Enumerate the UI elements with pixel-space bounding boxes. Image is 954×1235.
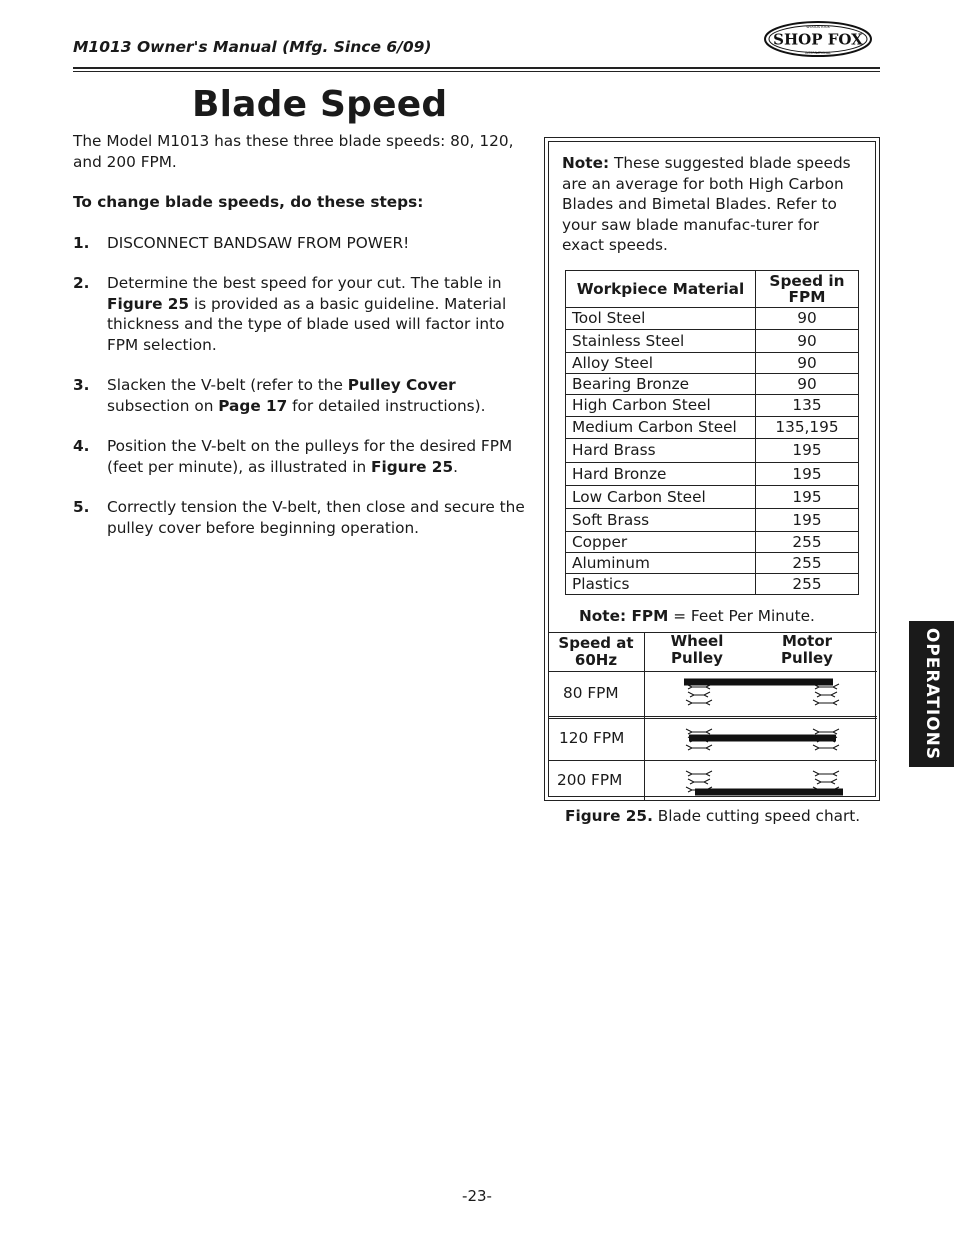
speed-cell: 90	[756, 374, 859, 395]
step-number: 2.	[73, 274, 90, 292]
table-row	[566, 395, 859, 417]
step-item	[73, 273, 528, 355]
material-cell: Copper	[566, 532, 756, 553]
step-text-part: is provided as a basic guideline. Material thickness and the type of blade used will factor into FPM selection.	[107, 294, 507, 354]
material-cell: Medium Carbon Steel	[566, 417, 756, 439]
figure-note-label: Note:	[562, 154, 610, 172]
speed-cell: 90	[756, 353, 859, 374]
step-text-bold: Figure 25	[371, 457, 454, 476]
speed-cell: 135,195	[756, 417, 859, 439]
speed-cell: 255	[756, 532, 859, 553]
pulley-speed-label: 80 FPM	[563, 683, 619, 702]
pulley-row-divider	[549, 716, 877, 717]
v-belt	[695, 788, 843, 795]
step-number: 1.	[73, 233, 90, 252]
speed-cell: 195	[756, 463, 859, 486]
pulley-header-motor: Motor Pulley	[781, 632, 833, 667]
table-row	[566, 532, 859, 553]
table-row	[566, 439, 859, 463]
table-row	[566, 574, 859, 595]
speed-cell: 195	[756, 439, 859, 463]
instructions-column	[73, 131, 528, 558]
figure-note-text: These suggested blade speeds are an average for both High Carbon Blades and Bimetal Blades. Refer to your saw blade manufac-turer for exact speeds.	[562, 154, 851, 254]
step-text-part: Position the V-belt on the pulleys for the desired FPM (feet per minute), as illustrated in	[107, 437, 513, 476]
step-text-part: subsection on	[107, 396, 219, 415]
step-text	[107, 497, 528, 538]
intro-paragraph: The Model M1013 has these three blade speeds: 80, 120, and 200 FPM.	[73, 132, 514, 171]
table-row	[566, 330, 859, 353]
step-text	[107, 375, 528, 416]
table-row	[566, 308, 859, 330]
table-row	[566, 353, 859, 374]
material-cell: Hard Bronze	[566, 463, 756, 486]
material-cell: Plastics	[566, 574, 756, 595]
material-cell: Aluminum	[566, 553, 756, 574]
step-item	[73, 436, 528, 477]
pulley-row-divider	[549, 760, 877, 761]
speed-cell: 255	[756, 553, 859, 574]
pulley-speed-label: 200 FPM	[557, 770, 623, 789]
step-text-bold: Figure 25	[107, 294, 190, 313]
pulley-row-divider	[549, 671, 877, 672]
pulley-groove	[688, 692, 710, 697]
material-cell: Soft Brass	[566, 509, 756, 532]
step-text	[107, 233, 528, 254]
speed-cell: 255	[756, 574, 859, 595]
header-rule-thin	[73, 71, 880, 72]
figure-caption-label: Figure 25.	[565, 807, 653, 825]
pulley-groove	[686, 771, 712, 776]
speed-cell: 195	[756, 486, 859, 509]
pulley-groove	[686, 700, 712, 705]
material-cell: High Carbon Steel	[566, 395, 756, 417]
fpm-note-label: Note: FPM	[579, 607, 669, 625]
header-rule	[73, 67, 880, 69]
table-row	[566, 417, 859, 439]
material-cell: Tool Steel	[566, 308, 756, 330]
page-number: -23-	[462, 1187, 492, 1205]
figure-note	[562, 153, 857, 256]
table-row	[566, 374, 859, 395]
pulley-groove	[813, 700, 839, 705]
pulley-groove	[686, 745, 712, 750]
pulley-groove	[813, 729, 839, 734]
speed-cell: 90	[756, 308, 859, 330]
step-text	[107, 273, 528, 355]
table-row	[566, 509, 859, 532]
step-text-bold: Page 17	[218, 396, 288, 415]
step-text-bold: Pulley Cover	[347, 376, 456, 394]
shop-fox-logo	[763, 20, 873, 58]
logo-wordmark: SHOP FOX	[773, 30, 863, 49]
step-item	[73, 375, 528, 416]
speed-cell: 135	[756, 395, 859, 417]
table-row	[566, 553, 859, 574]
material-cell: Stainless Steel	[566, 330, 756, 353]
step-text-part: for detailed instructions).	[287, 396, 486, 415]
material-cell: Low Carbon Steel	[566, 486, 756, 509]
pulley-header-speed: Speed at 60Hz	[558, 634, 634, 669]
fpm-note-text: = Feet Per Minute.	[668, 607, 815, 625]
svg-text:WOODSTOCK: WOODSTOCK	[806, 25, 830, 29]
step-text-part: DISCONNECT BANDSAW FROM POWER!	[107, 233, 410, 252]
belt-position-diagram	[681, 765, 843, 797]
belt-position-diagram	[681, 723, 843, 755]
steps-list	[73, 233, 528, 539]
page-title: Blade Speed	[192, 84, 448, 125]
steps-heading: To change blade speeds, do these steps:	[73, 193, 424, 211]
column-header-speed: Speed in FPM	[756, 271, 859, 308]
step-text	[107, 436, 528, 477]
step-text-part: .	[453, 457, 458, 476]
speed-cell: 90	[756, 330, 859, 353]
belt-position-diagram	[681, 678, 843, 710]
table-row	[566, 463, 859, 486]
blade-speed-table	[565, 270, 859, 595]
v-belt	[684, 678, 833, 685]
speed-cell: 195	[756, 509, 859, 532]
pulley-groove	[688, 779, 710, 784]
pulley-row-divider	[549, 718, 877, 719]
figure-caption	[565, 807, 860, 825]
page-header-title: M1013 Owner's Manual (Mfg. Since 6/09)	[73, 38, 432, 56]
step-text-part: Slacken the V-belt (refer to the	[107, 376, 348, 394]
pulley-chart	[549, 632, 877, 801]
side-tab-label: OPERATIONS	[921, 627, 942, 761]
pulley-header-wheel: Wheel Pulley	[670, 632, 724, 667]
figure-25-frame	[544, 137, 880, 801]
step-item	[73, 497, 528, 538]
step-text-part: Correctly tension the V-belt, then close and secure the pulley cover before beginning operation.	[107, 498, 525, 537]
material-cell: Bearing Bronze	[566, 374, 756, 395]
step-item	[73, 233, 528, 254]
column-header-material: Workpiece Material	[566, 271, 756, 308]
pulley-groove	[813, 771, 839, 776]
step-number: 4.	[73, 437, 90, 455]
step-number: 5.	[73, 498, 90, 516]
fpm-note	[579, 607, 815, 625]
table-row	[566, 486, 859, 509]
v-belt	[689, 735, 836, 742]
pulley-groove	[813, 745, 839, 750]
material-cell: Hard Brass	[566, 439, 756, 463]
svg-text:INTERNATIONAL: INTERNATIONAL	[805, 51, 831, 55]
step-number: 3.	[73, 376, 90, 394]
operations-section-tab	[909, 621, 954, 767]
pulley-groove	[686, 729, 712, 734]
pulley-speed-label: 120 FPM	[559, 729, 625, 747]
pulley-groove	[815, 692, 837, 697]
step-text-part: Determine the best speed for your cut. The table in	[107, 274, 502, 292]
pulley-groove	[815, 779, 837, 784]
material-cell: Alloy Steel	[566, 353, 756, 374]
figure-caption-text: Blade cutting speed chart.	[652, 807, 861, 825]
